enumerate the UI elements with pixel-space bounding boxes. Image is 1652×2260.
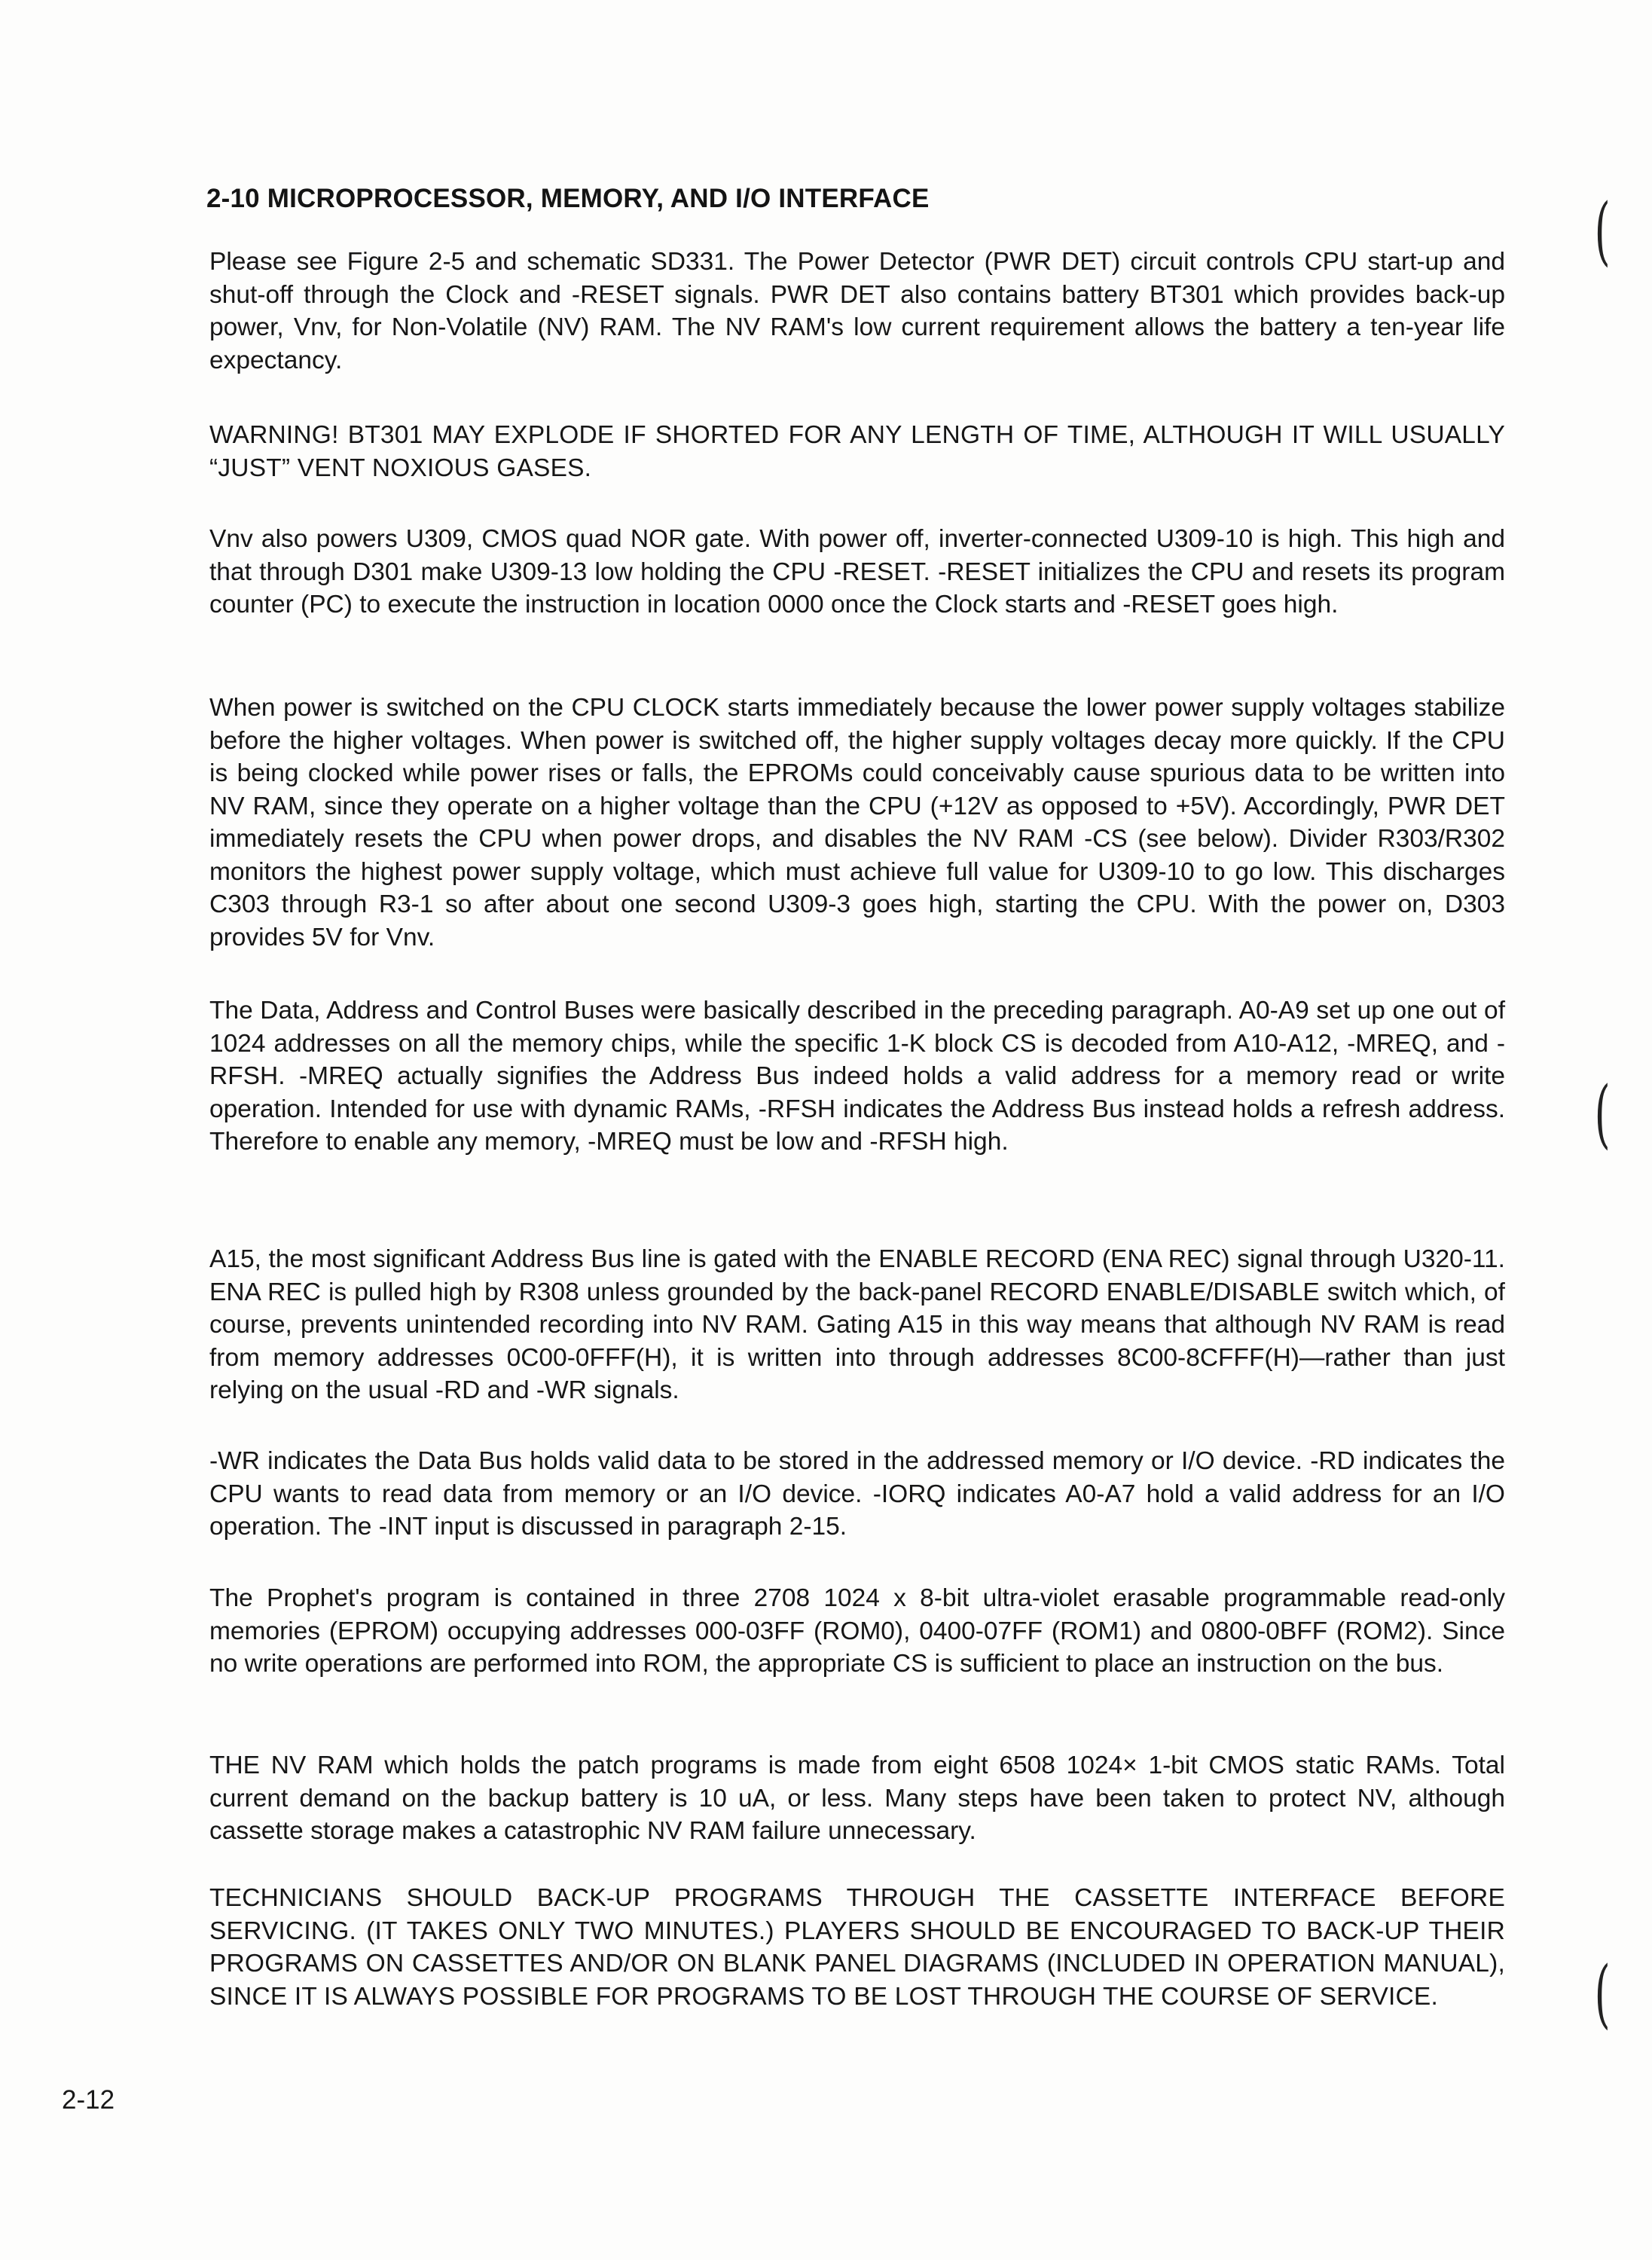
paragraph-power-detector: Please see Figure 2-5 and schematic SD331. The Power Detector (PWR DET) circuit controls CPU start-up and shut-off through the Clock and -RESET signals. PWR DET also contains battery BT301 which provides back-up power, Vnv, for Non-Volatile (NV) RAM. The NV RAM's low current requirement allows the battery a ten-year life expectancy. — [209, 248, 1505, 374]
paragraph-a15-gating: A15, the most significant Address Bus line is gated with the ENABLE RECORD (ENA REC) signal through U320-11. ENA REC is pulled high by R308 unless grounded by the back-panel RECORD ENABLE/DISABLE switch which, of course, prevents unintended recording into NV RAM. Gating A15 in this way means that although NV RAM is read from memory addresses 0C00-0FFF(H), it is written into through addresses 8C00-8CFFF(H)—rather than just relying on the usual -RD and -WR signals. — [209, 1245, 1505, 1404]
paragraph-power-switching: When power is switched on the CPU CLOCK starts immediately because the lower power supply voltages stabilize before the higher voltages. When power is switched off, the higher supply voltages decay more quickly. If the CPU is being clocked while power rises or falls, the EPROMs could conceivably cause spurious data to be written into NV RAM, since they operate on a higher voltage than the CPU (+12V as opposed to +5V). Accordingly, PWR DET immediately resets the CPU when power drops, and disables the NV RAM -CS (see below). Divider R303/R302 monitors the highest power supply voltage, which must achieve full value for U309-10 to go low. This discharges C303 through R3-1 so after about one second U309-3 goes high, starting the CPU. With the power on, D303 provides 5V for Vnv. — [209, 694, 1505, 951]
binder-hole-mark: ( — [1594, 1951, 1611, 2037]
page-number: 2-12 — [62, 2085, 115, 2115]
paragraph-nv-ram: THE NV RAM which holds the patch programs is made from eight 6508 1024× 1-bit CMOS static RAMs. Total current demand on the backup battery is 10 uA, or less. Many steps have been taken to protect NV, although cassette storage makes a catastrophic NV RAM failure unnecessary. — [209, 1752, 1505, 1845]
binder-hole-mark: ( — [1594, 188, 1611, 274]
paragraph-buses: The Data, Address and Control Buses were basically described in the preceding paragraph. A0-A9 set up one out of 1024 addresses on all the memory chips, while the specific 1-K block CS is decoded from A10-A12, -MREQ, and -RFSH. -MREQ actually signifies the Address Bus indeed holds a valid address for a memory read or write operation. Intended for use with dynamic RAMs, -RFSH indicates the Address Bus instead holds a refresh address. Therefore to enable any memory, -MREQ must be low and -RFSH high. — [209, 997, 1505, 1156]
binder-hole-mark: ( — [1594, 1071, 1611, 1157]
paragraph-control-signals: -WR indicates the Data Bus holds valid data to be stored in the addressed memory or I/O device. -RD indicates the CPU wants to read data from memory or an I/O device. -IORQ indicates A0-A7 hold a valid address for an I/O operation. The -INT input is discussed in paragraph 2-15. — [209, 1447, 1505, 1541]
paragraph-eprom: The Prophet's program is contained in three 2708 1024 x 8-bit ultra-violet erasable programmable read-only memories (EPROM) occupying addresses 000-03FF (ROM0), 0400-07FF (ROM1) and 0800-0BFF (ROM2). Since no write operations are performed into ROM, the appropriate CS is sufficient to place an instruction on the bus. — [209, 1584, 1505, 1678]
section-heading: 2-10 MICROPROCESSOR, MEMORY, AND I/O INTERFACE — [206, 184, 930, 213]
paragraph-warning: WARNING! BT301 MAY EXPLODE IF SHORTED FOR ANY LENGTH OF TIME, ALTHOUGH IT WILL USUALLY “JUST” VENT NOXIOUS GASES. — [209, 421, 1505, 482]
paragraph-vnv-reset: Vnv also powers U309, CMOS quad NOR gate. With power off, inverter-connected U309-10 is high. This high and that through D301 make U309-13 low holding the CPU -RESET. -RESET initializes the CPU and resets its program counter (PC) to execute the instruction in location 0000 once the Clock starts and -RESET goes high. — [209, 525, 1505, 618]
paragraph-backup-notice: TECHNICIANS SHOULD BACK-UP PROGRAMS THROUGH THE CASSETTE INTERFACE BEFORE SERVICING. (IT TAKES ONLY TWO MINUTES.) PLAYERS SHOULD BE ENCOURAGED TO BACK-UP THEIR PROGRAMS ON CASSETTES AND/OR ON BLANK PANEL DIAGRAMS (INCLUDED IN OPERATION MANUAL), SINCE IT IS ALWAYS POSSIBLE FOR PROGRAMS TO BE LOST THROUGH THE COURSE OF SERVICE. — [209, 1884, 1505, 2011]
